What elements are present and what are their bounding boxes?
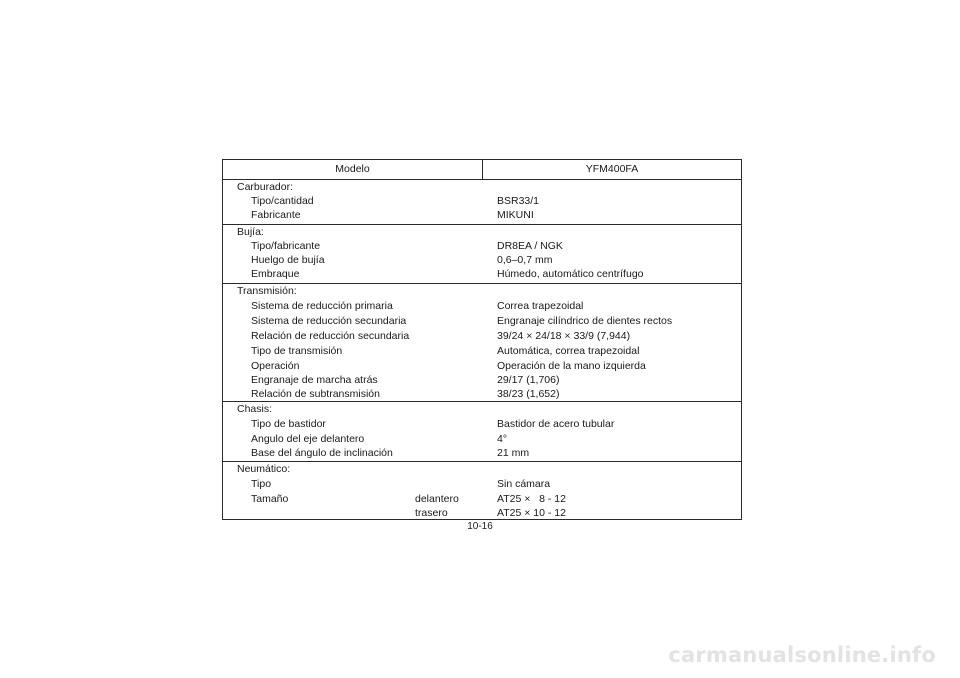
row-label: Tipo xyxy=(251,478,272,490)
section-title: Bujía: xyxy=(237,226,264,238)
table-row xyxy=(223,299,741,314)
section-chasis xyxy=(223,402,741,462)
table-row xyxy=(223,417,741,432)
row-label: Sistema de reducción primaria xyxy=(251,300,393,312)
table-row xyxy=(223,253,741,268)
row-value: Operación de la mano izquierda xyxy=(497,360,646,372)
row-value: BSR33/1 xyxy=(497,195,540,207)
row-value: Automática, correa trapezoidal xyxy=(497,345,640,357)
table-row xyxy=(223,314,741,329)
section-title: Transmisión: xyxy=(237,285,297,297)
table-row xyxy=(223,239,741,254)
row-label: Tipo de transmisión xyxy=(251,345,343,357)
table-header-row xyxy=(223,160,741,180)
section-title: Neumático: xyxy=(237,463,291,475)
page-number: 10-16 xyxy=(467,521,493,532)
table-row xyxy=(223,267,741,282)
row-value: DR8EA / NGK xyxy=(497,240,563,252)
row-label: Operación xyxy=(251,360,300,372)
section-neumatico xyxy=(223,462,741,519)
row-label: Relación de reducción secundaria xyxy=(251,330,410,342)
model-label: Modelo xyxy=(335,163,370,175)
row-label: Relación de subtransmisión xyxy=(251,388,380,400)
row-value: Correa trapezoidal xyxy=(497,300,584,312)
section-title: Chasis: xyxy=(237,403,273,415)
table-row xyxy=(223,477,741,492)
row-value: 0,6–0,7 mm xyxy=(497,254,553,266)
row-label: Tipo de bastidor xyxy=(251,418,326,430)
row-sublabel: delantero xyxy=(415,493,459,505)
watermark: carmanualsonline.info xyxy=(668,643,936,667)
row-label: Huelgo de bujía xyxy=(251,254,325,266)
section-title: Carburador: xyxy=(237,181,294,193)
row-label: Angulo del eje delantero xyxy=(251,433,365,445)
table-row xyxy=(223,506,741,521)
row-value: 39/24 × 24/18 × 33/9 (7,944) xyxy=(497,330,631,342)
row-value: 4° xyxy=(497,433,508,445)
row-value: 21 mm xyxy=(497,447,530,459)
table-row xyxy=(223,208,741,223)
table-row xyxy=(223,344,741,359)
row-value: 29/17 (1,706) xyxy=(497,374,560,386)
table-row xyxy=(223,492,741,507)
row-value: Sin cámara xyxy=(497,478,551,490)
table-row xyxy=(223,194,741,209)
row-value: Bastidor de acero tubular xyxy=(497,418,615,430)
row-label: Embraque xyxy=(251,268,300,280)
section-carburador xyxy=(223,180,741,225)
row-value: Húmedo, automático centrífugo xyxy=(497,268,644,280)
spec-table xyxy=(222,159,742,520)
row-sublabel: trasero xyxy=(415,507,448,519)
table-row xyxy=(223,432,741,447)
table-row xyxy=(223,387,741,402)
row-label: Tipo/fabricante xyxy=(251,240,321,252)
row-label: Sistema de reducción secundaria xyxy=(251,315,407,327)
model-value: YFM400FA xyxy=(585,163,639,175)
table-row xyxy=(223,329,741,344)
row-value: Engranaje cilíndrico de dientes rectos xyxy=(497,315,673,327)
table-row xyxy=(223,373,741,388)
row-label: Engranaje de marcha atrás xyxy=(251,374,378,386)
row-value: 38/23 (1,652) xyxy=(497,388,560,400)
row-label: Tipo/cantidad xyxy=(251,195,314,207)
table-row xyxy=(223,446,741,461)
table-row xyxy=(223,359,741,374)
row-value: AT25 × 10 - 12 xyxy=(497,507,566,519)
section-bujia xyxy=(223,225,741,284)
row-value: MIKUNI xyxy=(497,209,534,221)
row-label: Base del ángulo de inclinación xyxy=(251,447,393,459)
row-value: AT25 × 8 - 12 xyxy=(497,493,566,505)
section-transmision xyxy=(223,284,741,402)
row-label: Tamaño xyxy=(251,493,289,505)
row-label: Fabricante xyxy=(251,209,301,221)
